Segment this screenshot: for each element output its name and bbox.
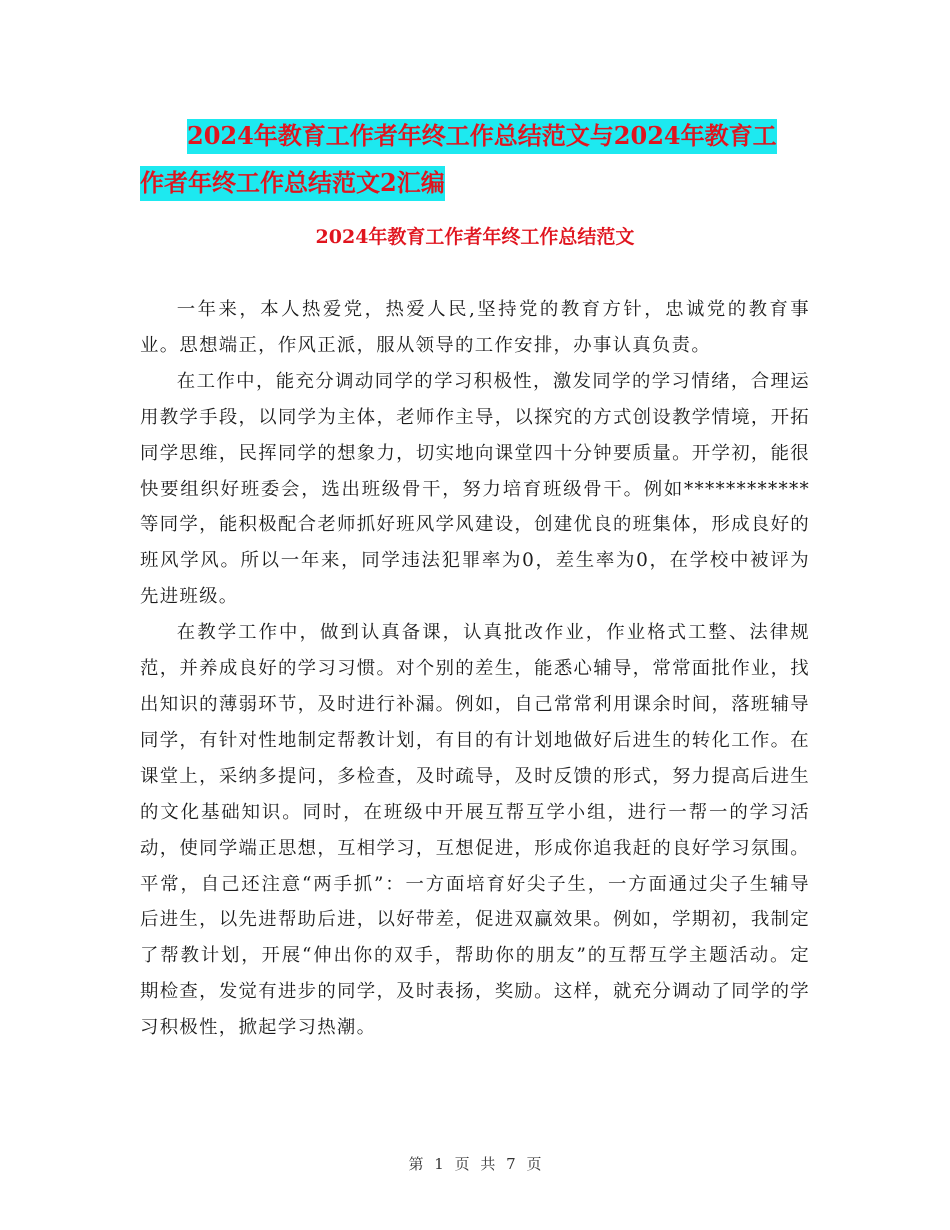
document-body xyxy=(140,292,810,1046)
document-title xyxy=(140,112,840,206)
paragraph-2: 在工作中，能充分调动同学的学习积极性，激发同学的学习情绪，合理运用教学手段，以同学为主体，老师作主导，以探究的方式创设教学情境，开拓同学思维，民挥同学的想象力，切实地向课堂四十分钟要质量。开学初，能很快要组织好班委会，选出班级骨干，努力培育班级骨干。例如************等同学，能积极配合老师抓好班风学风建设，创建优良的班集体，形成良好的班风学风。所以一年来，同学违法犯罪率为0，差生率为0，在学校中被评为先进班级。 xyxy=(140,370,810,608)
page-number-footer: 第 1 页 共 7 页 xyxy=(408,1155,542,1173)
paragraph-1: 一年来，本人热爱党，热爱人民,坚持党的教育方针，忠诚党的教育事业。思想端正，作风正派，服从领导的工作安排，办事认真负责。 xyxy=(140,299,810,356)
section-title: 2024年教育工作者年终工作总结范文 xyxy=(315,226,635,248)
document-title-line-2: 作者年终工作总结范文2汇编 xyxy=(140,166,445,201)
document-title-line-1: 2024年教育工作者年终工作总结范文与2024年教育工 xyxy=(187,119,777,154)
paragraph-3: 在教学工作中，做到认真备课，认真批改作业，作业格式工整、法律规范，并养成良好的学习习惯。对个别的差生，能悉心辅导，常常面批作业，找出知识的薄弱环节，及时进行补漏。例如，自己常常利用课余时间，落班辅导同学，有针对性地制定帮教计划，有目的有计划地做好后进生的转化工作。在课堂上，采纳多提问，多检查，及时疏导，及时反馈的形式，努力提高后进生的文化基础知识。同时，在班级中开展互帮互学小组，进行一帮一的学习活动，使同学端正思想，互相学习，互想促进，形成你追我赶的良好学习氛围。平常，自己还注意“两手抓”：一方面培育好尖子生，一方面通过尖子生辅导后进生，以先进帮助后进，以好带差，促进双赢效果。例如，学期初，我制定了帮教计划，开展“伸出你的双手，帮助你的朋友”的互帮互学主题活动。定期检查，发觉有进步的同学，及时表扬，奖励。这样，就充分调动了同学的学习积极性，掀起学习热潮。 xyxy=(140,622,810,1039)
